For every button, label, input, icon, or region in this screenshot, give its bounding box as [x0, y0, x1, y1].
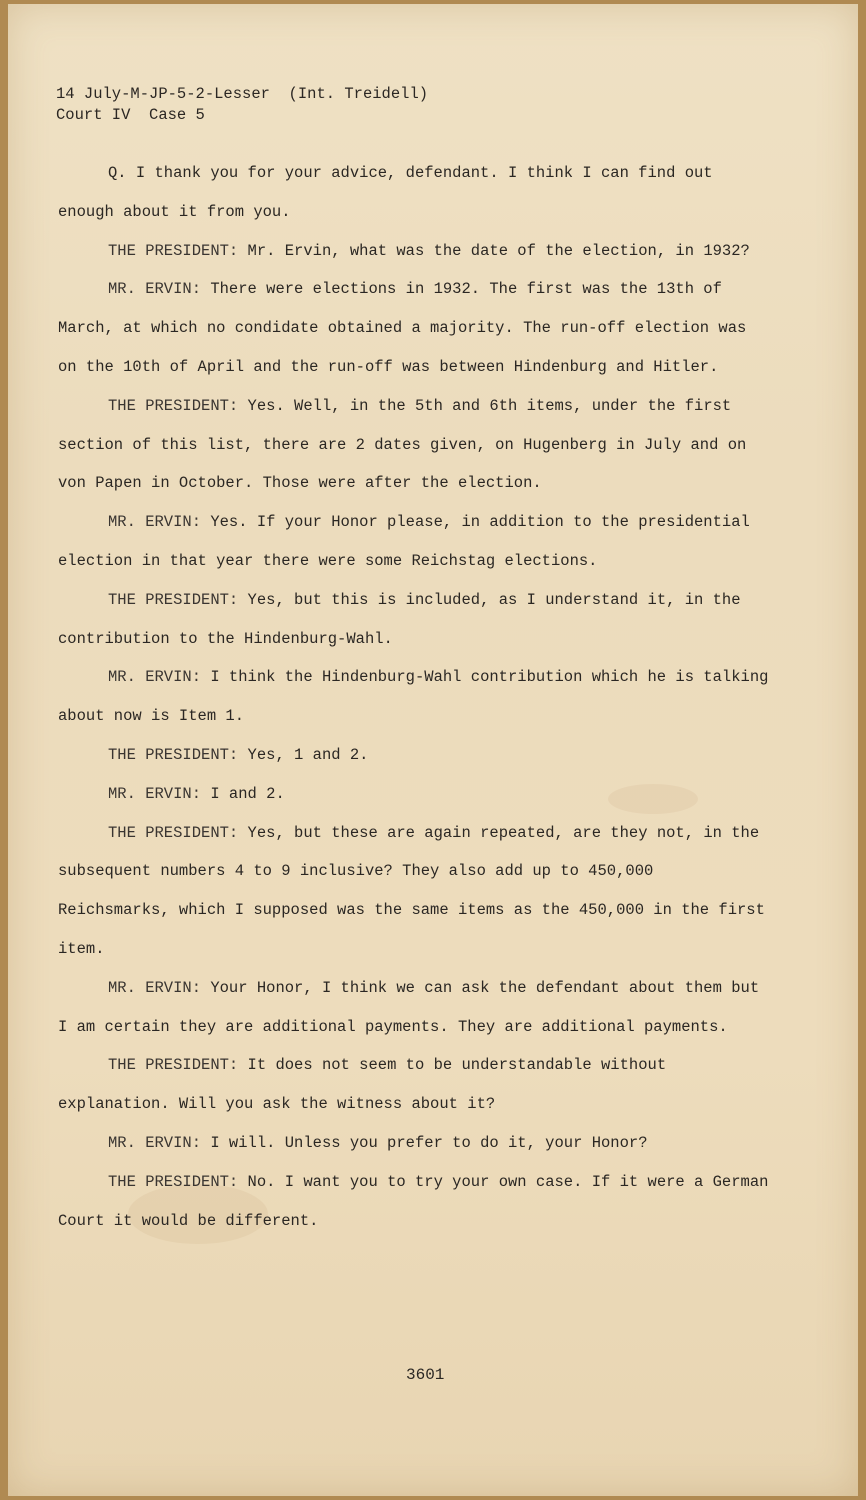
header-line-1: 14 July-M-JP-5-2-Lesser (Int. Treidell): [56, 85, 429, 103]
paragraph-text: I think the Hindenburg-Wahl contribution which he is talking about now is Item 1.: [58, 668, 769, 726]
speaker-label: MR. ERVIN:: [108, 978, 202, 997]
paragraph-text: There were elections in 1932. The first was the 13th of March, at which no condidate obtained a majority. The run-off election was on the 10th of April and the run-off was between Hindenburg and Hitler.: [58, 280, 747, 376]
paragraph-text: No. I want you to try your own case. If it were a German Court it would be different.: [58, 1172, 769, 1230]
transcript-paragraph: [58, 775, 770, 814]
document-header: [56, 84, 428, 126]
speaker-label: THE PRESIDENT:: [108, 1056, 239, 1075]
speaker-label: MR. ERVIN:: [108, 513, 202, 532]
transcript-paragraph: [58, 232, 770, 271]
paragraph-text: Yes, but these are again repeated, are they not, in the subsequent numbers 4 to 9 inclusive? They also add up to 450,000 Reichsmarks, which I supposed was the same items as the 450,000 in the first item.: [58, 823, 765, 958]
speaker-label: MR. ERVIN:: [108, 1133, 202, 1152]
paragraph-text: Yes, 1 and 2.: [247, 745, 369, 764]
speaker-label: MR. ERVIN:: [108, 280, 202, 299]
paragraph-text: Mr. Ervin, what was the date of the election, in 1932?: [247, 241, 750, 260]
transcript-paragraph: [58, 1124, 770, 1163]
paragraph-text: I and 2.: [210, 784, 285, 803]
transcript-paragraph: [58, 969, 770, 1047]
transcript-paragraph: [58, 154, 770, 232]
transcript-paragraph: [58, 658, 770, 736]
speaker-label: THE PRESIDENT:: [108, 745, 239, 764]
transcript-paragraph: [58, 814, 770, 969]
transcript-paragraph: [58, 1046, 770, 1124]
transcript-paragraph: [58, 581, 770, 659]
speaker-label: MR. ERVIN:: [108, 784, 202, 803]
speaker-label: MR. ERVIN:: [108, 668, 202, 687]
speaker-label: THE PRESIDENT:: [108, 823, 239, 842]
page-number: 3601: [406, 1366, 445, 1384]
speaker-label: THE PRESIDENT:: [108, 396, 239, 415]
paragraph-text: Q. I thank you for your advice, defendant. I think I can find out enough about it from you.: [58, 164, 713, 221]
paragraph-text: Yes, but this is included, as I understand it, in the contribution to the Hindenburg-Wahl.: [58, 590, 741, 648]
paragraph-text: I will. Unless you prefer to do it, your Honor?: [210, 1133, 648, 1152]
header-line-2: Court IV Case 5: [56, 106, 205, 124]
transcript-paragraph: [58, 387, 770, 503]
transcript-paragraph: [58, 736, 770, 775]
speaker-label: THE PRESIDENT:: [108, 590, 239, 609]
transcript-paragraph: [58, 1163, 770, 1241]
transcript-paragraph: [58, 270, 770, 386]
paragraph-text: Yes. If your Honor please, in addition to the presidential election in that year there were some Reichstag elections.: [58, 513, 750, 570]
paragraph-text: Your Honor, I think we can ask the defendant about them but I am certain they are additional payments. They are additional payments.: [58, 978, 760, 1036]
transcript-body: [58, 154, 770, 1240]
speaker-label: THE PRESIDENT:: [108, 1172, 239, 1191]
document-page: [8, 4, 858, 1496]
transcript-paragraph: [58, 503, 770, 581]
paragraph-text: It does not seem to be understandable without explanation. Will you ask the witness about it?: [58, 1056, 667, 1114]
speaker-label: THE PRESIDENT:: [108, 241, 239, 260]
paragraph-text: Yes. Well, in the 5th and 6th items, under the first section of this list, there are 2 dates given, on Hugenberg in July and on von Papen in October. Those were after the election.: [58, 396, 747, 493]
